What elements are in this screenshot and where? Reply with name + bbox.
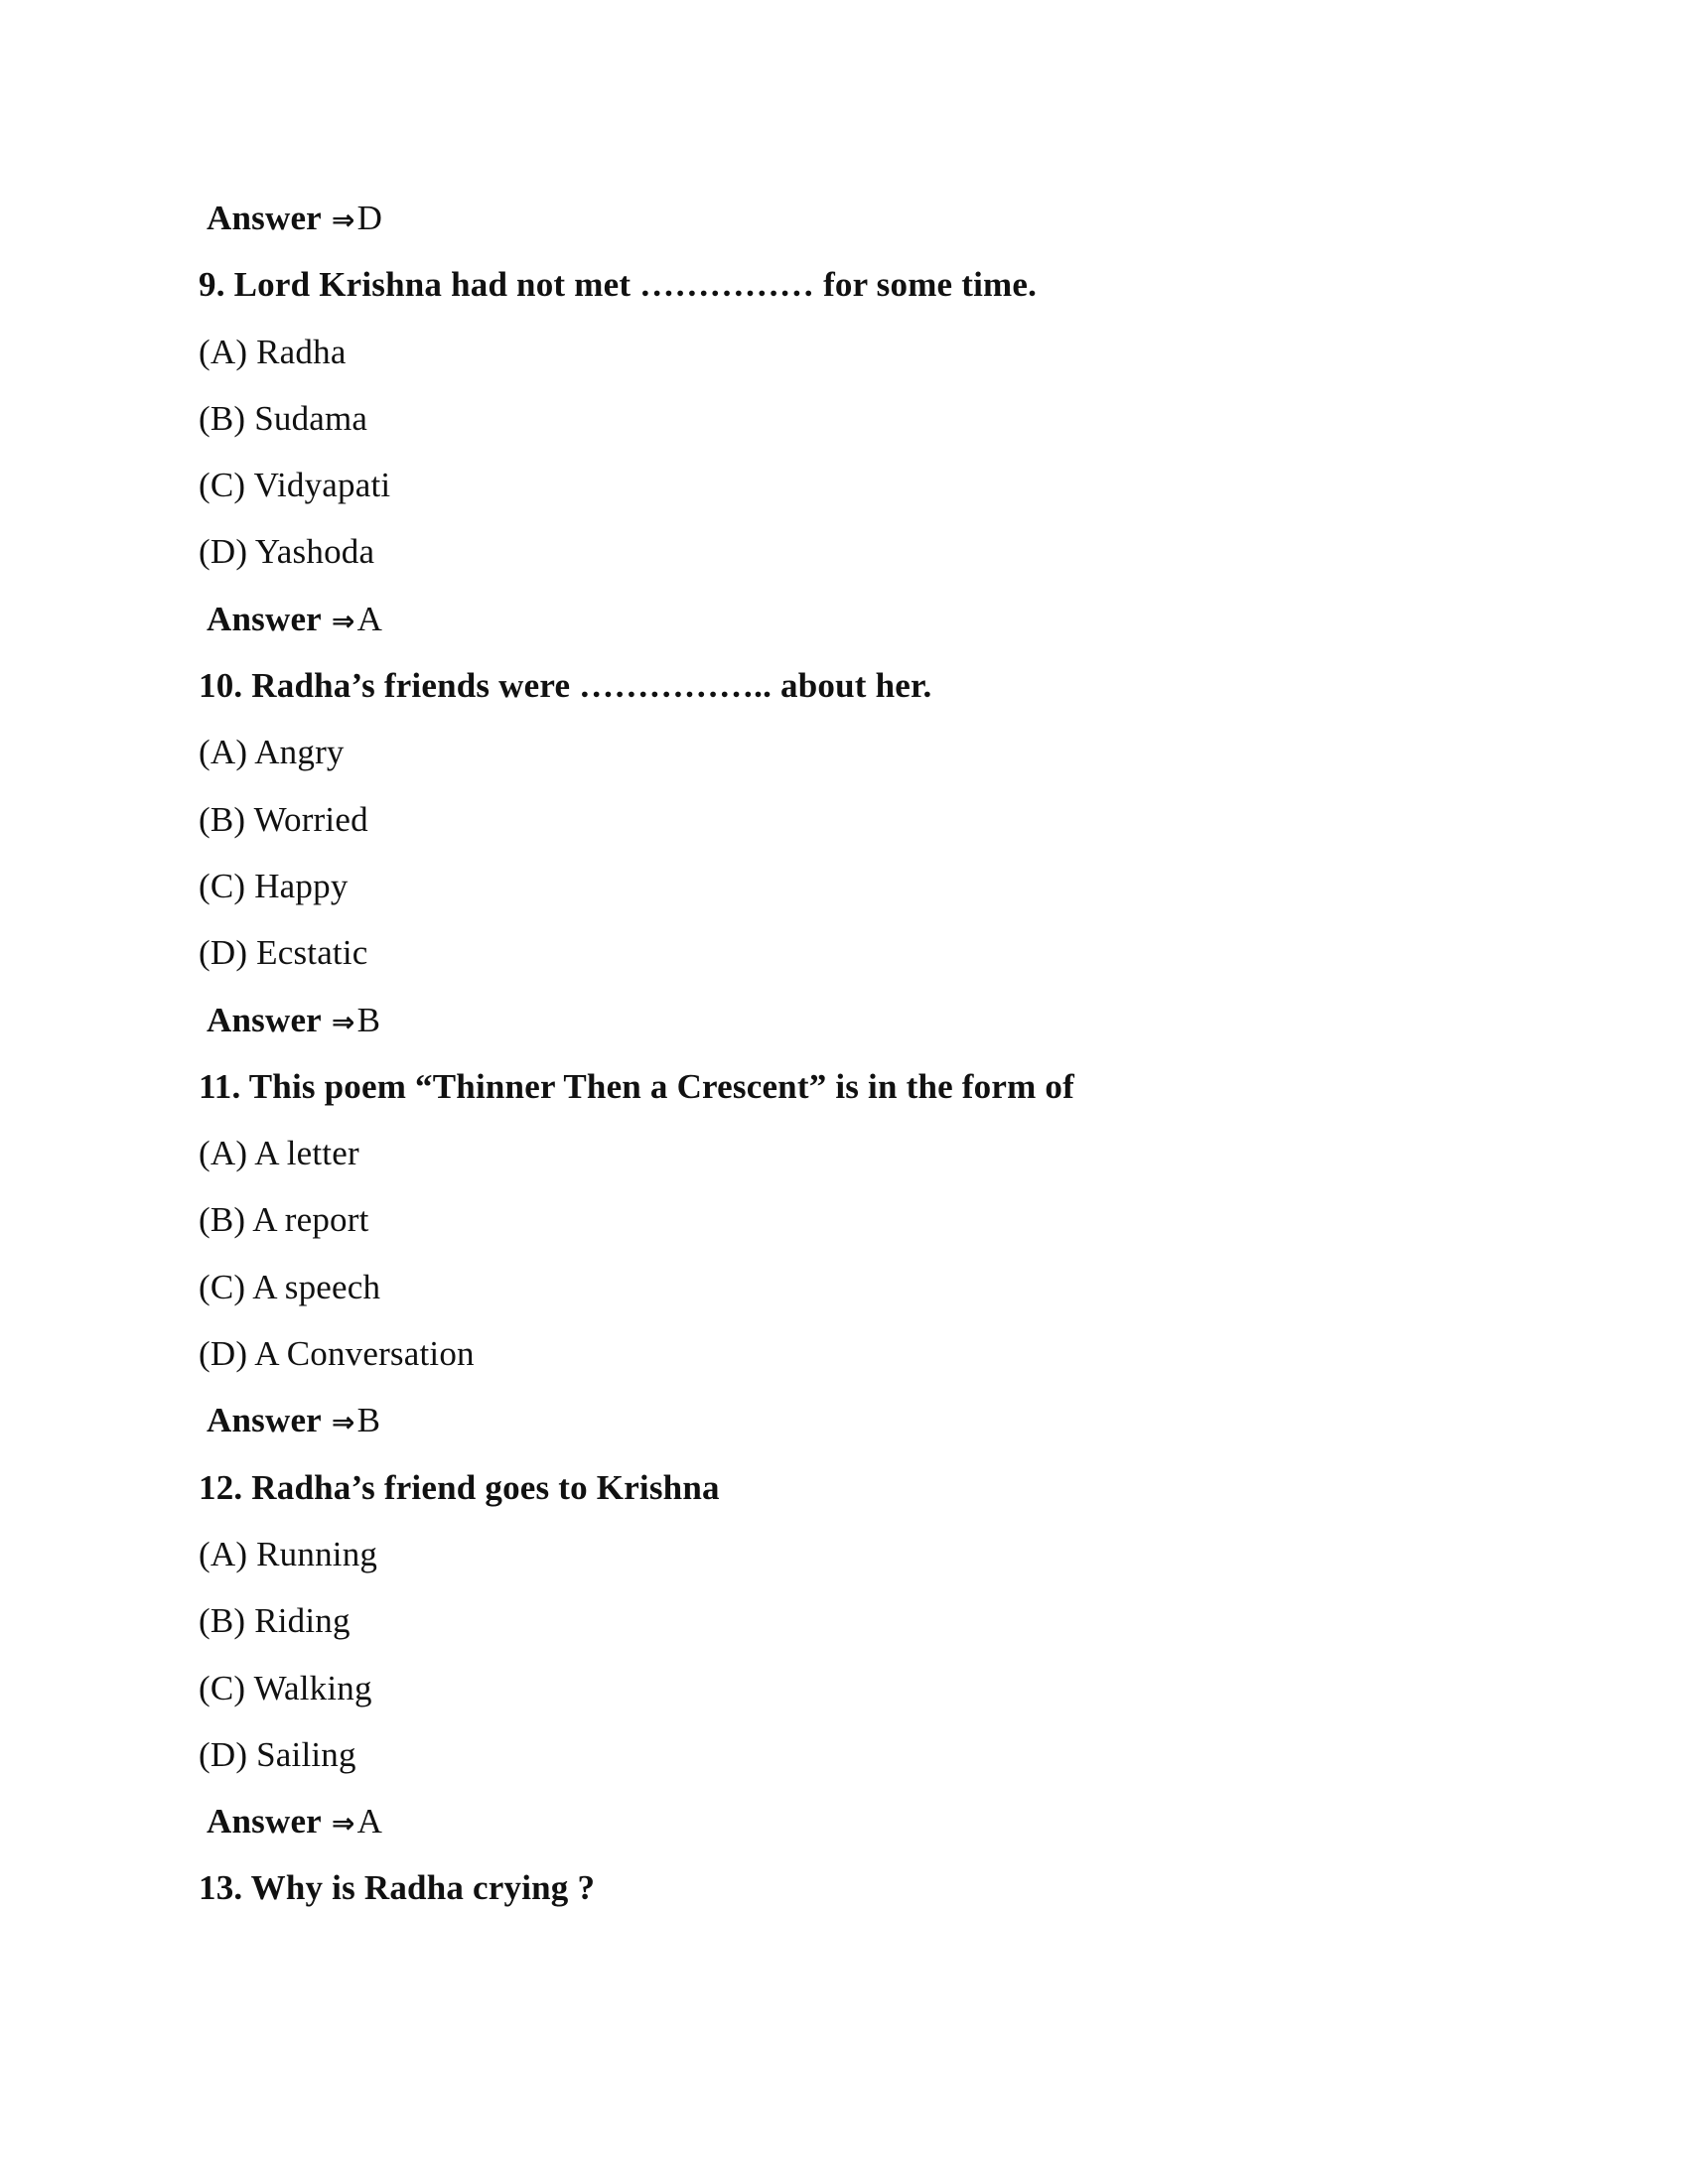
question-11: 11. This poem “Thinner Then a Crescent” is in the form of [199, 1066, 1074, 1106]
answer-label: Answer [207, 1401, 322, 1440]
answer-label: Answer [207, 1802, 322, 1842]
answer-label: Answer [207, 1000, 322, 1039]
question-10: 10. Radha’s friends were …………….. about her. [199, 666, 932, 706]
option-c: (C) Walking [199, 1668, 372, 1707]
answer-value: B [356, 1401, 381, 1440]
option-b: (B) Riding [199, 1601, 351, 1641]
answer-line [199, 195, 1489, 261]
option-c: (C) Happy [199, 866, 349, 905]
question-12: 12. Radha’s friend goes to Krishna [199, 1467, 720, 1507]
answer-label: Answer [207, 199, 322, 237]
option-d: (D) Yashoda [199, 532, 375, 572]
answer-value: A [356, 599, 383, 638]
answer-value: A [356, 1802, 383, 1842]
double-arrow-icon: ⇒ [331, 1406, 355, 1439]
option-a: (A) Radha [199, 332, 347, 371]
option-a: (A) Running [199, 1534, 378, 1573]
answer-label: Answer [207, 599, 322, 638]
option-c: (C) A speech [199, 1267, 381, 1306]
double-arrow-icon: ⇒ [331, 1807, 355, 1841]
answer-line [199, 596, 1489, 662]
document-content [199, 195, 1489, 1932]
option-c: (C) Vidyapati [199, 466, 391, 505]
option-d: (D) A Conversation [199, 1334, 475, 1374]
answer-value: B [356, 1000, 381, 1039]
option-b: (B) Sudama [199, 398, 368, 438]
question-13: 13. Why is Radha crying ? [199, 1868, 596, 1908]
option-a: (A) Angry [199, 733, 345, 772]
double-arrow-icon: ⇒ [331, 604, 355, 637]
answer-line [199, 1397, 1489, 1463]
question-9: 9. Lord Krishna had not met …………… for some time. [199, 265, 1038, 305]
answer-line [199, 997, 1489, 1063]
double-arrow-icon: ⇒ [331, 204, 355, 236]
answer-value: D [356, 199, 383, 237]
option-b: (B) A report [199, 1200, 369, 1240]
option-b: (B) Worried [199, 799, 368, 839]
option-d: (D) Ecstatic [199, 933, 368, 973]
option-a: (A) A letter [199, 1134, 359, 1173]
option-d: (D) Sailing [199, 1734, 356, 1774]
double-arrow-icon: ⇒ [331, 1005, 355, 1038]
answer-line [199, 1798, 1489, 1864]
